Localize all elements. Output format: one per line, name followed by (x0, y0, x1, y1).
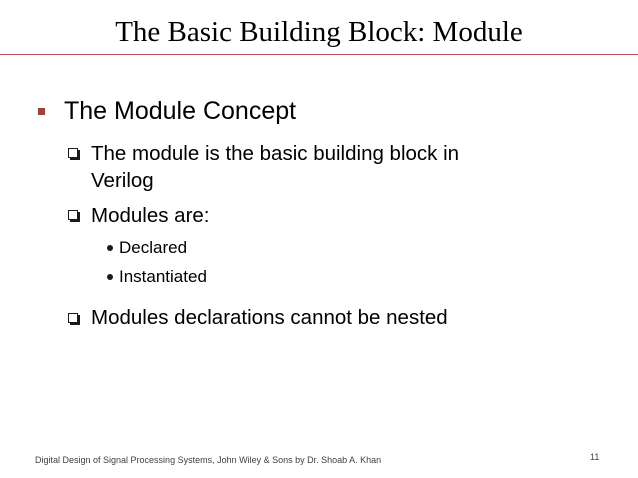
slide-footer: Digital Design of Signal Processing Systems, John Wiley & Sons by Dr. Shoab A. Khan (35, 455, 382, 465)
bullet-no-nesting: Modules declarations cannot be nested (91, 306, 448, 329)
slide-title: The Basic Building Block: Module (115, 16, 523, 48)
box-bullet-icon (68, 148, 78, 158)
title-divider (0, 54, 638, 55)
box-bullet-icon (68, 210, 78, 220)
square-bullet-icon (38, 108, 45, 115)
bullet-modules-are: Modules are: (91, 204, 210, 227)
page-number: 11 (590, 452, 600, 462)
bullet-module-concept: The Module Concept (64, 97, 297, 125)
dot-bullet-icon (107, 245, 113, 251)
bullet-instantiated: Instantiated (119, 267, 207, 286)
bullet-declared: Declared (119, 238, 188, 257)
box-bullet-icon (68, 313, 78, 323)
bullet-module-definition-line1: The module is the basic building block in (91, 142, 460, 165)
dot-bullet-icon (107, 274, 113, 280)
bullet-module-definition-line2: Verilog (91, 169, 154, 192)
